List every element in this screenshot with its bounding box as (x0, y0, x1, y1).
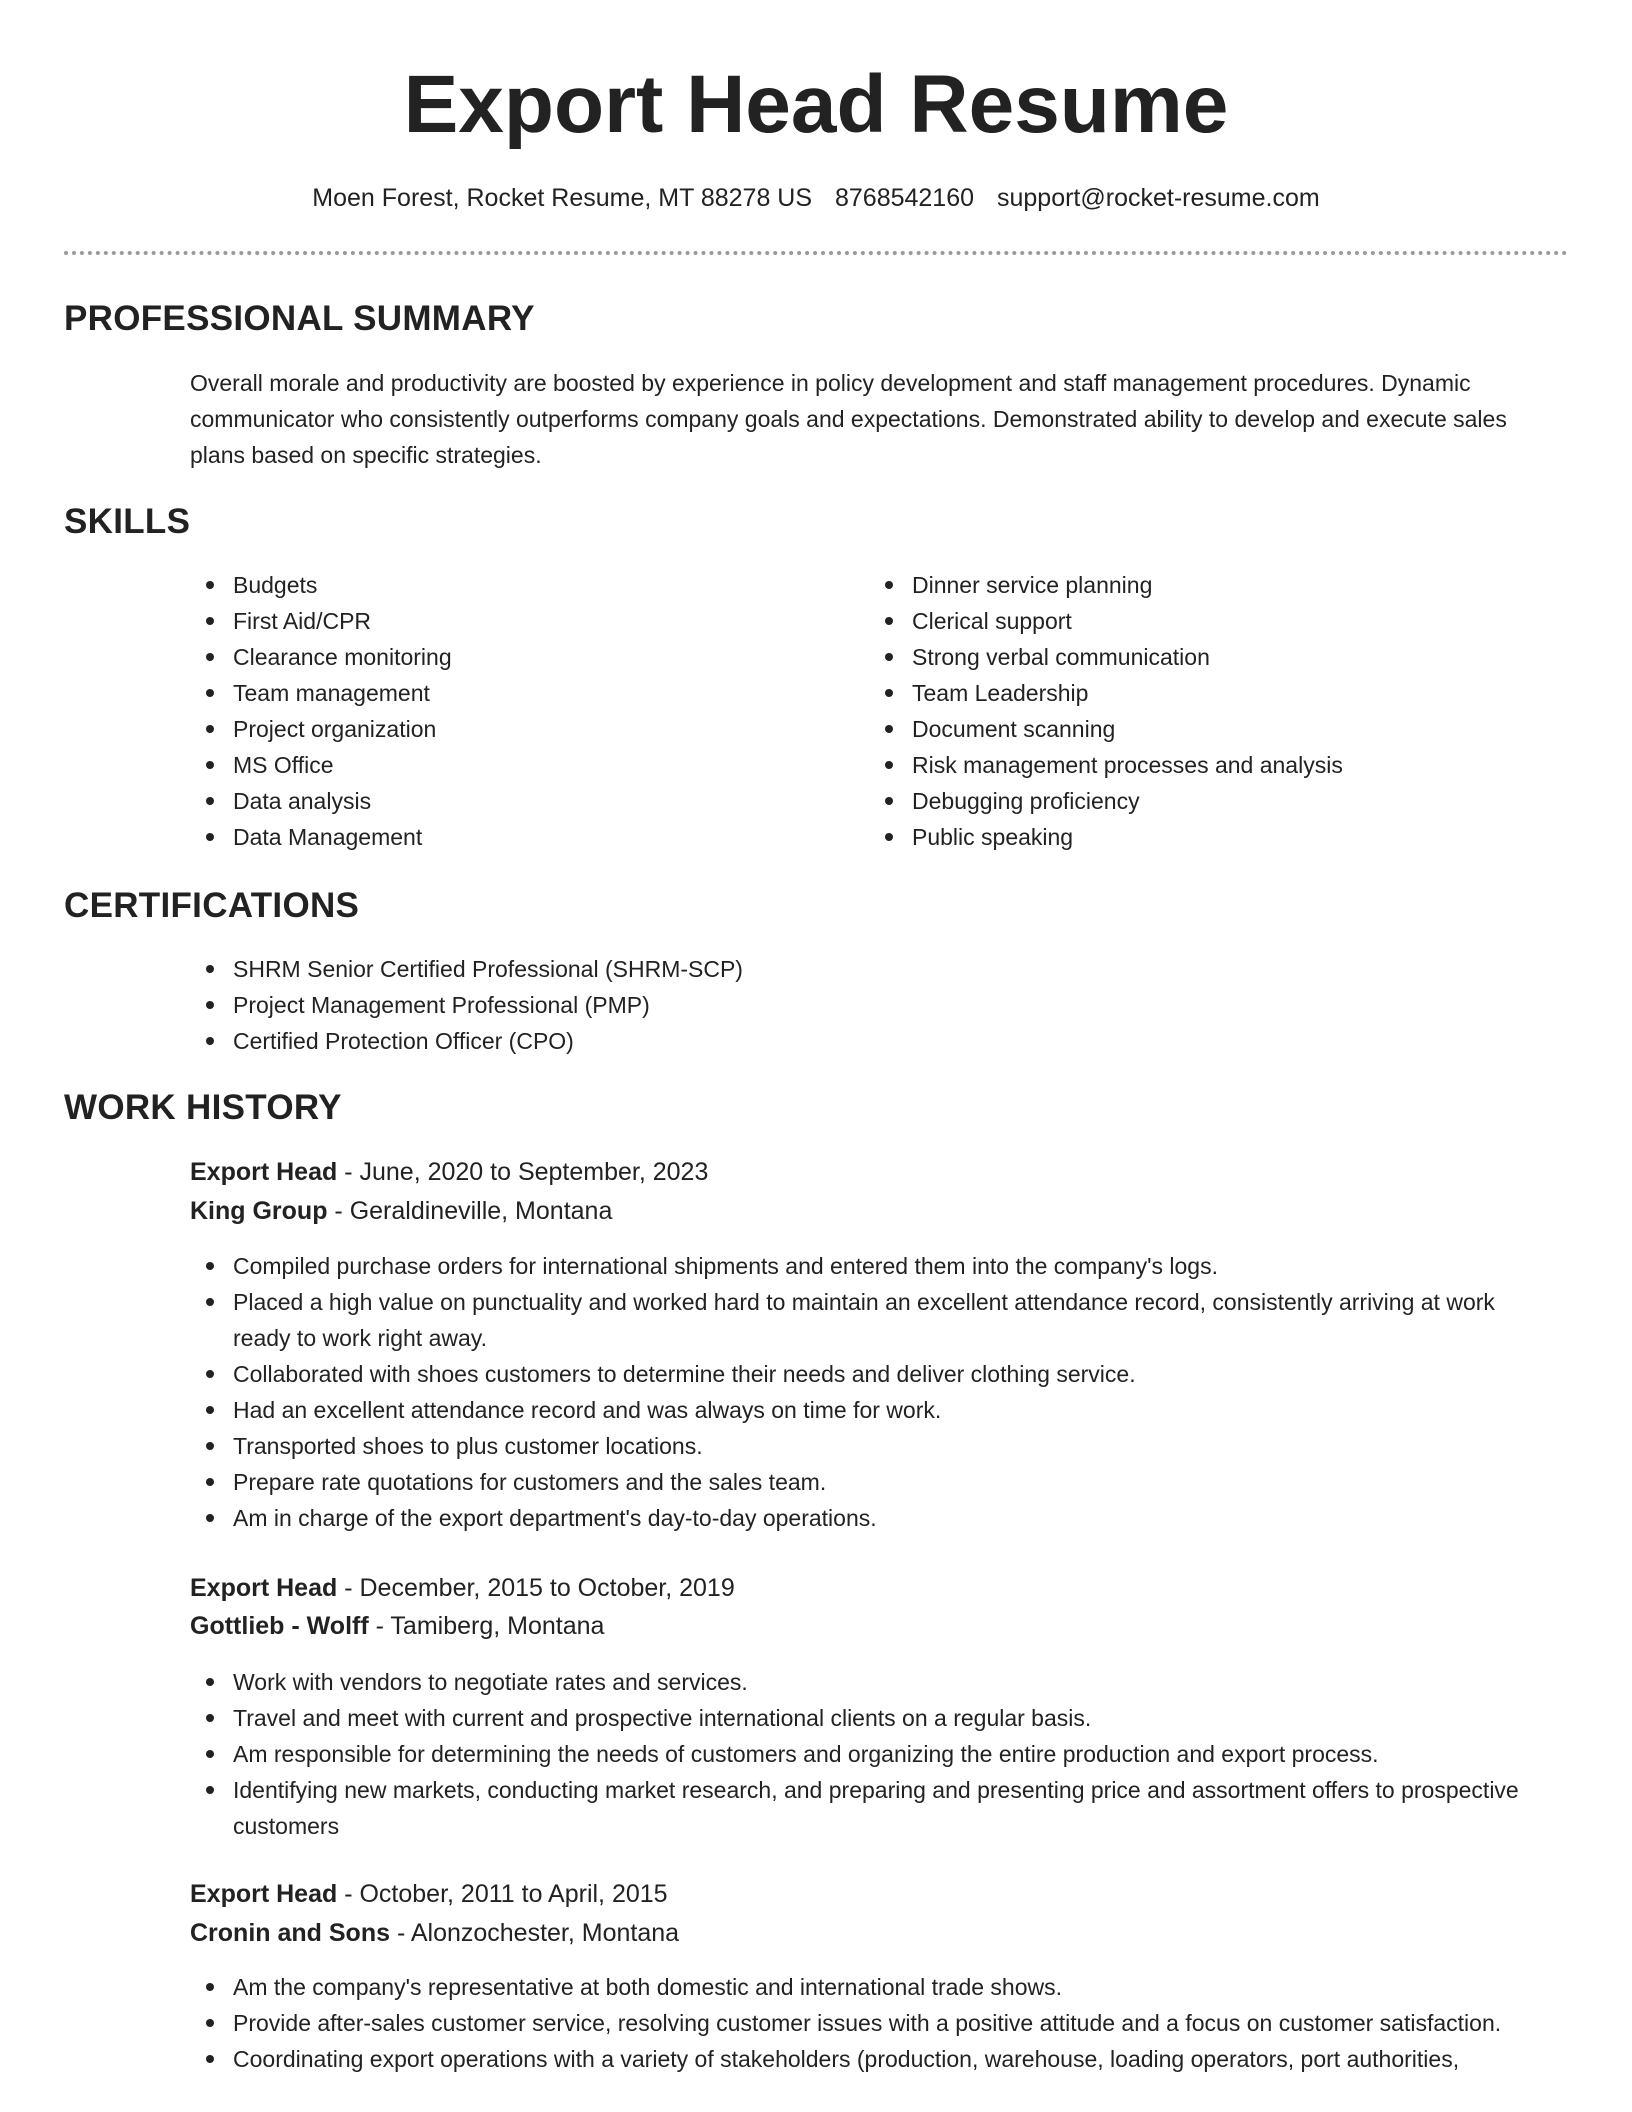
list-item: Clerical support (869, 603, 1549, 639)
skills-list-right (869, 567, 1549, 855)
list-item: Work with vendors to negotiate rates and services. (190, 1664, 1550, 1700)
job-location: - Tamiberg, Montana (368, 1612, 605, 1640)
contact-email[interactable]: support@rocket-resume.com (996, 184, 1320, 212)
list-item: Coordinating export operations with a variety of stakeholders (production, warehouse, loading operators, port authorities, (190, 2041, 1550, 2077)
list-item: Public speaking (869, 819, 1549, 855)
summary-text: Overall morale and productivity are boosted by experience in policy development and staff management procedures. Dynamic communicator who consistently outperforms company goals and expectations. Demonstrated ability to develop and execute sales plans based on specific strategies. (190, 370, 1507, 468)
list-item: Am in charge of the export department's day-to-day operations. (190, 1500, 1550, 1536)
list-item: Clearance monitoring (190, 639, 830, 675)
list-item: Data Management (190, 819, 830, 855)
skills-heading: SKILLS (64, 502, 191, 541)
list-item: Strong verbal communication (869, 639, 1549, 675)
job-bullets (190, 1969, 1550, 2077)
list-item: First Aid/CPR (190, 603, 830, 639)
list-item: Prepare rate quotations for customers and the sales team. (190, 1464, 1550, 1500)
job-company: King Group (190, 1197, 328, 1225)
list-item: Team management (190, 675, 830, 711)
list-item: Collaborated with shoes customers to determine their needs and deliver clothing service. (190, 1356, 1550, 1392)
certifications-list (190, 951, 1530, 1059)
skills-list-left (190, 567, 830, 855)
certifications-heading: CERTIFICATIONS (64, 886, 360, 925)
list-item: Data analysis (190, 783, 830, 819)
list-item: Budgets (190, 567, 830, 603)
list-item: Project organization (190, 711, 830, 747)
list-item: MS Office (190, 747, 830, 783)
list-item: Debugging proficiency (869, 783, 1549, 819)
list-item: Placed a high value on punctuality and worked hard to maintain an excellent attendance record, consistently arriving at work ready to work right away. (190, 1284, 1550, 1356)
list-item: Had an excellent attendance record and was always on time for work. (190, 1392, 1550, 1428)
list-item: Compiled purchase orders for international shipments and entered them into the company's logs. (190, 1248, 1550, 1284)
job-bullets (190, 1664, 1550, 1844)
job-title: Export Head (190, 1880, 338, 1908)
summary-heading: PROFESSIONAL SUMMARY (64, 299, 535, 338)
contact-line (0, 180, 1632, 216)
header-divider (64, 251, 1568, 255)
job-title: Export Head (190, 1158, 338, 1186)
list-item: Certified Protection Officer (CPO) (190, 1023, 1530, 1059)
list-item: SHRM Senior Certified Professional (SHRM-SCP) (190, 951, 1530, 987)
job-location: - Alonzochester, Montana (390, 1919, 680, 1947)
job-dates: - June, 2020 to September, 2023 (337, 1158, 709, 1186)
list-item: Document scanning (869, 711, 1549, 747)
job-company-line (190, 1914, 679, 1952)
list-item: Project Management Professional (PMP) (190, 987, 1530, 1023)
job-title-line (190, 1875, 668, 1913)
job-company-line (190, 1192, 612, 1230)
list-item: Am the company's representative at both domestic and international trade shows. (190, 1969, 1550, 2005)
job-bullets (190, 1248, 1550, 1536)
contact-phone: 8768542160 (834, 184, 975, 212)
job-company-line (190, 1607, 604, 1645)
job-company: Gottlieb - Wolff (190, 1612, 369, 1640)
job-title-line (190, 1153, 708, 1191)
list-item: Travel and meet with current and prospective international clients on a regular basis. (190, 1700, 1550, 1736)
job-location: - Geraldineville, Montana (327, 1197, 613, 1225)
list-item: Provide after-sales customer service, resolving customer issues with a positive attitude and a focus on customer satisfaction. (190, 2005, 1550, 2041)
contact-address: Moen Forest, Rocket Resume, MT 88278 US (312, 184, 813, 212)
resume-title: Export Head Resume (403, 59, 1229, 150)
list-item: Dinner service planning (869, 567, 1549, 603)
job-title-line (190, 1569, 735, 1607)
list-item: Am responsible for determining the needs of customers and organizing the entire production and export process. (190, 1736, 1550, 1772)
list-item: Transported shoes to plus customer locations. (190, 1428, 1550, 1464)
work-history-heading: WORK HISTORY (64, 1088, 342, 1127)
list-item: Risk management processes and analysis (869, 747, 1549, 783)
job-dates: - October, 2011 to April, 2015 (337, 1880, 668, 1908)
list-item: Team Leadership (869, 675, 1549, 711)
list-item: Identifying new markets, conducting market research, and preparing and presenting price and assortment offers to prospective customers (190, 1772, 1550, 1844)
job-company: Cronin and Sons (190, 1919, 390, 1947)
job-title: Export Head (190, 1574, 338, 1602)
job-dates: - December, 2015 to October, 2019 (337, 1574, 735, 1602)
